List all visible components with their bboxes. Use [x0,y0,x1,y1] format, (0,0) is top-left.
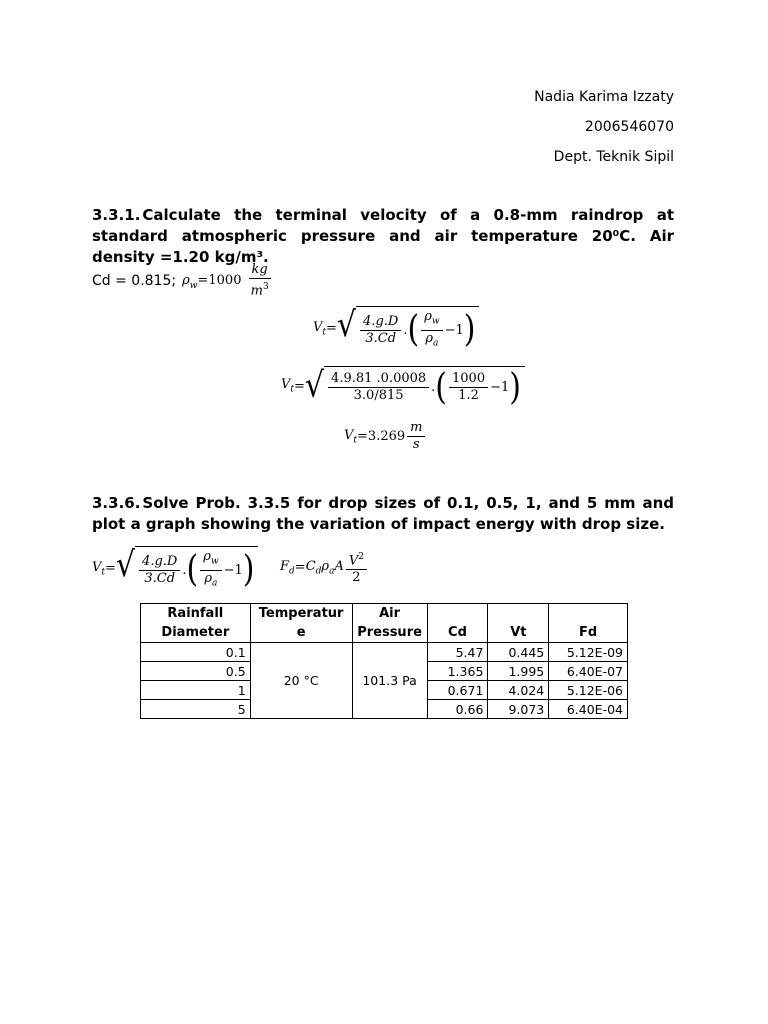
table-row [141,643,628,662]
cell-fd: 5.12E-09 [549,643,628,662]
cell-cd: 0.671 [427,681,488,700]
cd-value: Cd = 0.815; [92,272,177,289]
velocity-formula-2: $V_t$ = √ $\frac{4.g.D}{3.Cd}$ . ( $\frac{\rho_w}{\rho_a}$ −1 ) [92,546,258,591]
rho-w-formula: $\rho_w=1000$ $\frac{kg}{m^3}$ [182,262,274,299]
header-rainfall-diameter: Rainfall Diameter [141,604,251,643]
problem-1-statement [92,205,674,268]
header-vt: Vt [488,604,549,643]
problem-2-number: 3.3.6. [92,494,141,512]
cell-pressure: 101.3 Pa [352,643,427,719]
cell-diameter: 0.5 [141,662,251,681]
header-cd: Cd [427,604,488,643]
cell-temperature: 20 °C [250,643,352,719]
terminal-velocity-result: $V_t$ = 3.269 $\frac{m}{s}$ [344,420,427,453]
problem-1-number: 3.3.1. [92,206,141,224]
cell-diameter: 0.1 [141,643,251,662]
cell-cd: 0.66 [427,700,488,719]
cell-fd: 6.40E-04 [549,700,628,719]
problem-1-text: Calculate the terminal velocity of a 0.8-mm raindrop at standard atmospheric pressure and air temperature 20⁰C. Air density =1.20 kg/m³. [92,206,674,266]
cell-fd: 5.12E-06 [549,681,628,700]
cell-cd: 1.365 [427,662,488,681]
header-air-pressure: Air Pressure [352,604,427,643]
terminal-velocity-formula: $V_t$ = √ $\frac{4.g.D}{3.Cd}$ . ( $\frac{\rho_w}{\rho_a}$ −1 ) [313,306,479,351]
cell-diameter: 5 [141,700,251,719]
terminal-velocity-substitution: $V_t$ = √ $\frac{4.9.81 .0.0008}{3.0/815}$ . ( $\frac{1000}{1.2}$ −1 ) [281,366,525,406]
author-header [534,86,674,176]
cell-vt: 9.073 [488,700,549,719]
header-fd: Fd [549,604,628,643]
cell-vt: 1.995 [488,662,549,681]
problem-2-statement [92,493,674,535]
given-values [92,262,274,299]
department: Dept. Teknik Sipil [553,149,674,165]
results-table [140,603,628,719]
student-id: 2006546070 [584,119,674,135]
cell-vt: 0.445 [488,643,549,662]
cell-vt: 4.024 [488,681,549,700]
author-name: Nadia Karima Izzaty [534,89,674,105]
header-temperature: Temperatur e [250,604,352,643]
impact-force-formula: $F_d$ = $C_d\rho_aA$ $\frac{V^2}{2}$ [280,549,369,586]
cell-cd: 5.47 [427,643,488,662]
problem-2-text: Solve Prob. 3.3.5 for drop sizes of 0.1, 0.5, 1, and 5 mm and plot a graph showing the variation of impact energy with drop size. [92,494,674,533]
table-header-row [141,604,628,643]
cell-diameter: 1 [141,681,251,700]
cell-fd: 6.40E-07 [549,662,628,681]
